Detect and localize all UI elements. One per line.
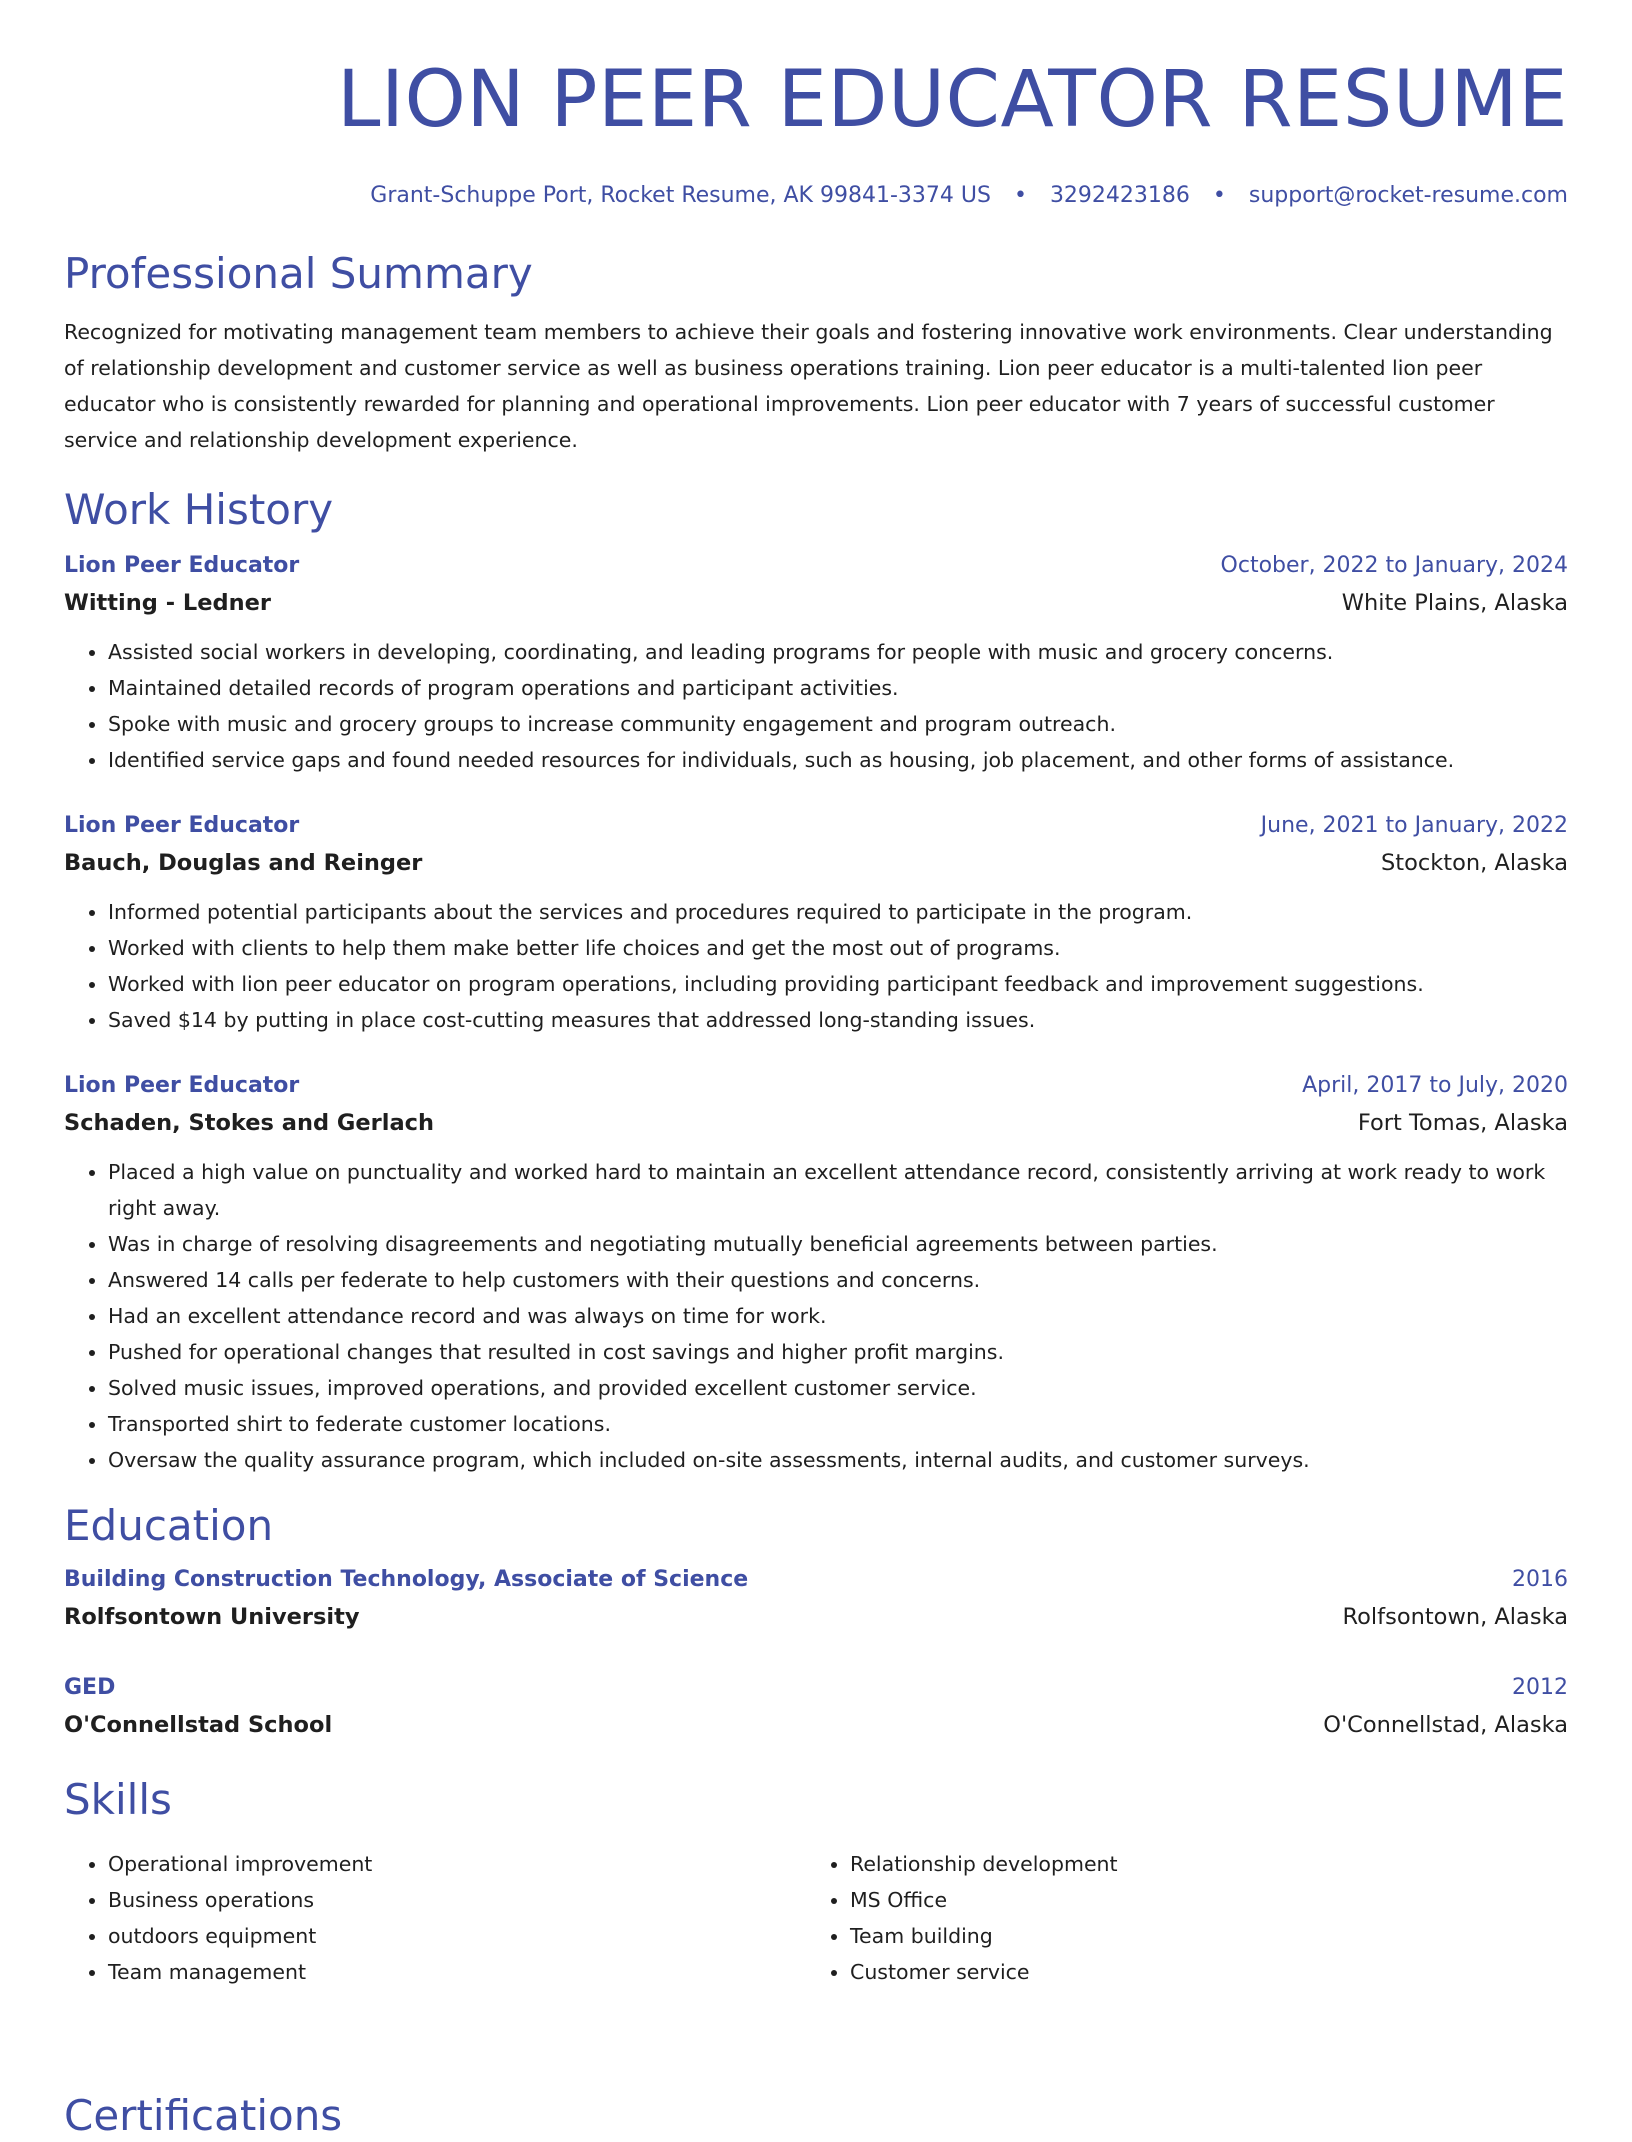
education-section: [64, 1500, 1568, 1744]
job-bullet: • Worked with lion peer educator on program operations, including providing participant feedback and improvement suggestions.: [108, 966, 1568, 1002]
skill-item: • outdoors equipment: [108, 1918, 806, 1954]
contact-phone: 3292423186: [1049, 183, 1190, 208]
summary-text: Recognized for motivating management team members to achieve their goals and fostering innovative work environments. Clear understanding of relationship development and customer service as well as business operations training. Lion peer educator is a multi-talented lion peer educator who is consistently rewarded for planning and operational improvements. Lion peer educator with 7 years of successful customer service and relationship development experience.: [64, 320, 1553, 452]
contact-line: [64, 182, 1568, 210]
education-year: 2016: [1512, 1567, 1568, 1592]
job-title: Lion Peer Educator: [64, 1073, 300, 1098]
job-location: Stockton, Alaska: [1381, 850, 1568, 876]
job-header-row: [64, 548, 1568, 584]
job-location: Fort Tomas, Alaska: [1357, 1110, 1568, 1136]
contact-address: Grant-Schuppe Port, Rocket Resume, AK 99841-3374 US: [370, 183, 991, 208]
job-entry: [64, 808, 1568, 1038]
education-heading: Education: [64, 1501, 274, 1550]
job-title: Lion Peer Educator: [64, 813, 300, 838]
contact-separator: •: [1212, 183, 1226, 208]
education-year: 2012: [1512, 1675, 1568, 1700]
work-history-heading: Work History: [64, 485, 334, 534]
skills-list-left: [64, 1846, 806, 1990]
job-bullet: • Informed potential participants about the services and procedures required to participate in the program.: [108, 894, 1568, 930]
job-bullet: • Was in charge of resolving disagreements and negotiating mutually beneficial agreements between parties.: [108, 1226, 1568, 1262]
next-section-heading: Certifications: [64, 2091, 343, 2140]
job-employer: Witting - Ledner: [64, 590, 271, 616]
job-bullet: • Solved music issues, improved operations, and provided excellent customer service.: [108, 1370, 1568, 1406]
education-school: O'Connellstad School: [64, 1712, 333, 1738]
education-location: O'Connellstad, Alaska: [1323, 1712, 1568, 1738]
education-school-row: [64, 1706, 1568, 1744]
summary-section: [64, 248, 1568, 458]
education-header-row: [64, 1562, 1568, 1598]
education-header-row: [64, 1670, 1568, 1706]
education-degree: Building Construction Technology, Associate of Science: [64, 1567, 749, 1592]
job-entry: [64, 548, 1568, 778]
work-history-section: [64, 484, 1568, 1478]
job-bullet: • Worked with clients to help them make better life choices and get the most out of programs.: [108, 930, 1568, 966]
job-header-row: [64, 1068, 1568, 1104]
skills-columns: [64, 1846, 1568, 1990]
skill-item: • Team management: [108, 1954, 806, 1990]
job-bullets: [64, 1154, 1568, 1478]
job-bullet: • Assisted social workers in developing, coordinating, and leading programs for people with music and grocery concerns.: [108, 634, 1568, 670]
skills-list-right: [806, 1846, 1548, 1990]
job-employer-row: [64, 844, 1568, 882]
job-location: White Plains, Alaska: [1341, 590, 1568, 616]
skills-section: [64, 1774, 1568, 1990]
contact-email[interactable]: support@rocket-resume.com: [1248, 183, 1568, 208]
resume-header: [64, 0, 1568, 210]
education-entry: [64, 1562, 1568, 1636]
job-dates: June, 2021 to January, 2022: [1260, 813, 1568, 838]
education-school: Rolfsontown University: [64, 1604, 360, 1630]
job-employer: Bauch, Douglas and Reinger: [64, 850, 423, 876]
education-location: Rolfsontown, Alaska: [1342, 1604, 1568, 1630]
job-employer: Schaden, Stokes and Gerlach: [64, 1110, 434, 1136]
job-bullet: • Transported shirt to federate customer locations.: [108, 1406, 1568, 1442]
education-school-row: [64, 1598, 1568, 1636]
job-bullet: • Maintained detailed records of program operations and participant activities.: [108, 670, 1568, 706]
job-employer-row: [64, 1104, 1568, 1142]
job-dates: October, 2022 to January, 2024: [1220, 553, 1568, 578]
skills-heading: Skills: [64, 1775, 172, 1824]
job-title: Lion Peer Educator: [64, 553, 300, 578]
education-degree: GED: [64, 1675, 116, 1700]
skill-item: • Relationship development: [850, 1846, 1548, 1882]
job-bullet: • Pushed for operational changes that resulted in cost savings and higher profit margins.: [108, 1334, 1568, 1370]
summary-heading: Professional Summary: [64, 249, 533, 298]
skill-item: • MS Office: [850, 1882, 1548, 1918]
resume-title: LION PEER EDUCATOR RESUME: [337, 55, 1568, 145]
education-entry: [64, 1670, 1568, 1744]
job-entry: [64, 1068, 1568, 1478]
job-header-row: [64, 808, 1568, 844]
job-bullet: • Had an excellent attendance record and was always on time for work.: [108, 1298, 1568, 1334]
job-bullet: • Identified service gaps and found needed resources for individuals, such as housing, job placement, and other forms of assistance.: [108, 742, 1568, 778]
skill-item: • Customer service: [850, 1954, 1548, 1990]
skill-item: • Business operations: [108, 1882, 806, 1918]
skill-item: • Operational improvement: [108, 1846, 806, 1882]
job-bullet: • Saved $14 by putting in place cost-cutting measures that addressed long-standing issues.: [108, 1002, 1568, 1038]
job-bullet: • Placed a high value on punctuality and worked hard to maintain an excellent attendance record, consistently arriving at work ready to work right away.: [108, 1154, 1568, 1226]
job-bullets: [64, 894, 1568, 1038]
job-bullets: [64, 634, 1568, 778]
job-dates: April, 2017 to July, 2020: [1302, 1073, 1568, 1098]
skill-item: • Team building: [850, 1918, 1548, 1954]
job-employer-row: [64, 584, 1568, 622]
job-bullet: • Oversaw the quality assurance program, which included on-site assessments, internal audits, and customer surveys.: [108, 1442, 1568, 1478]
job-bullet: • Spoke with music and grocery groups to increase community engagement and program outreach.: [108, 706, 1568, 742]
contact-separator: •: [1013, 183, 1027, 208]
job-bullet: • Answered 14 calls per federate to help customers with their questions and concerns.: [108, 1262, 1568, 1298]
